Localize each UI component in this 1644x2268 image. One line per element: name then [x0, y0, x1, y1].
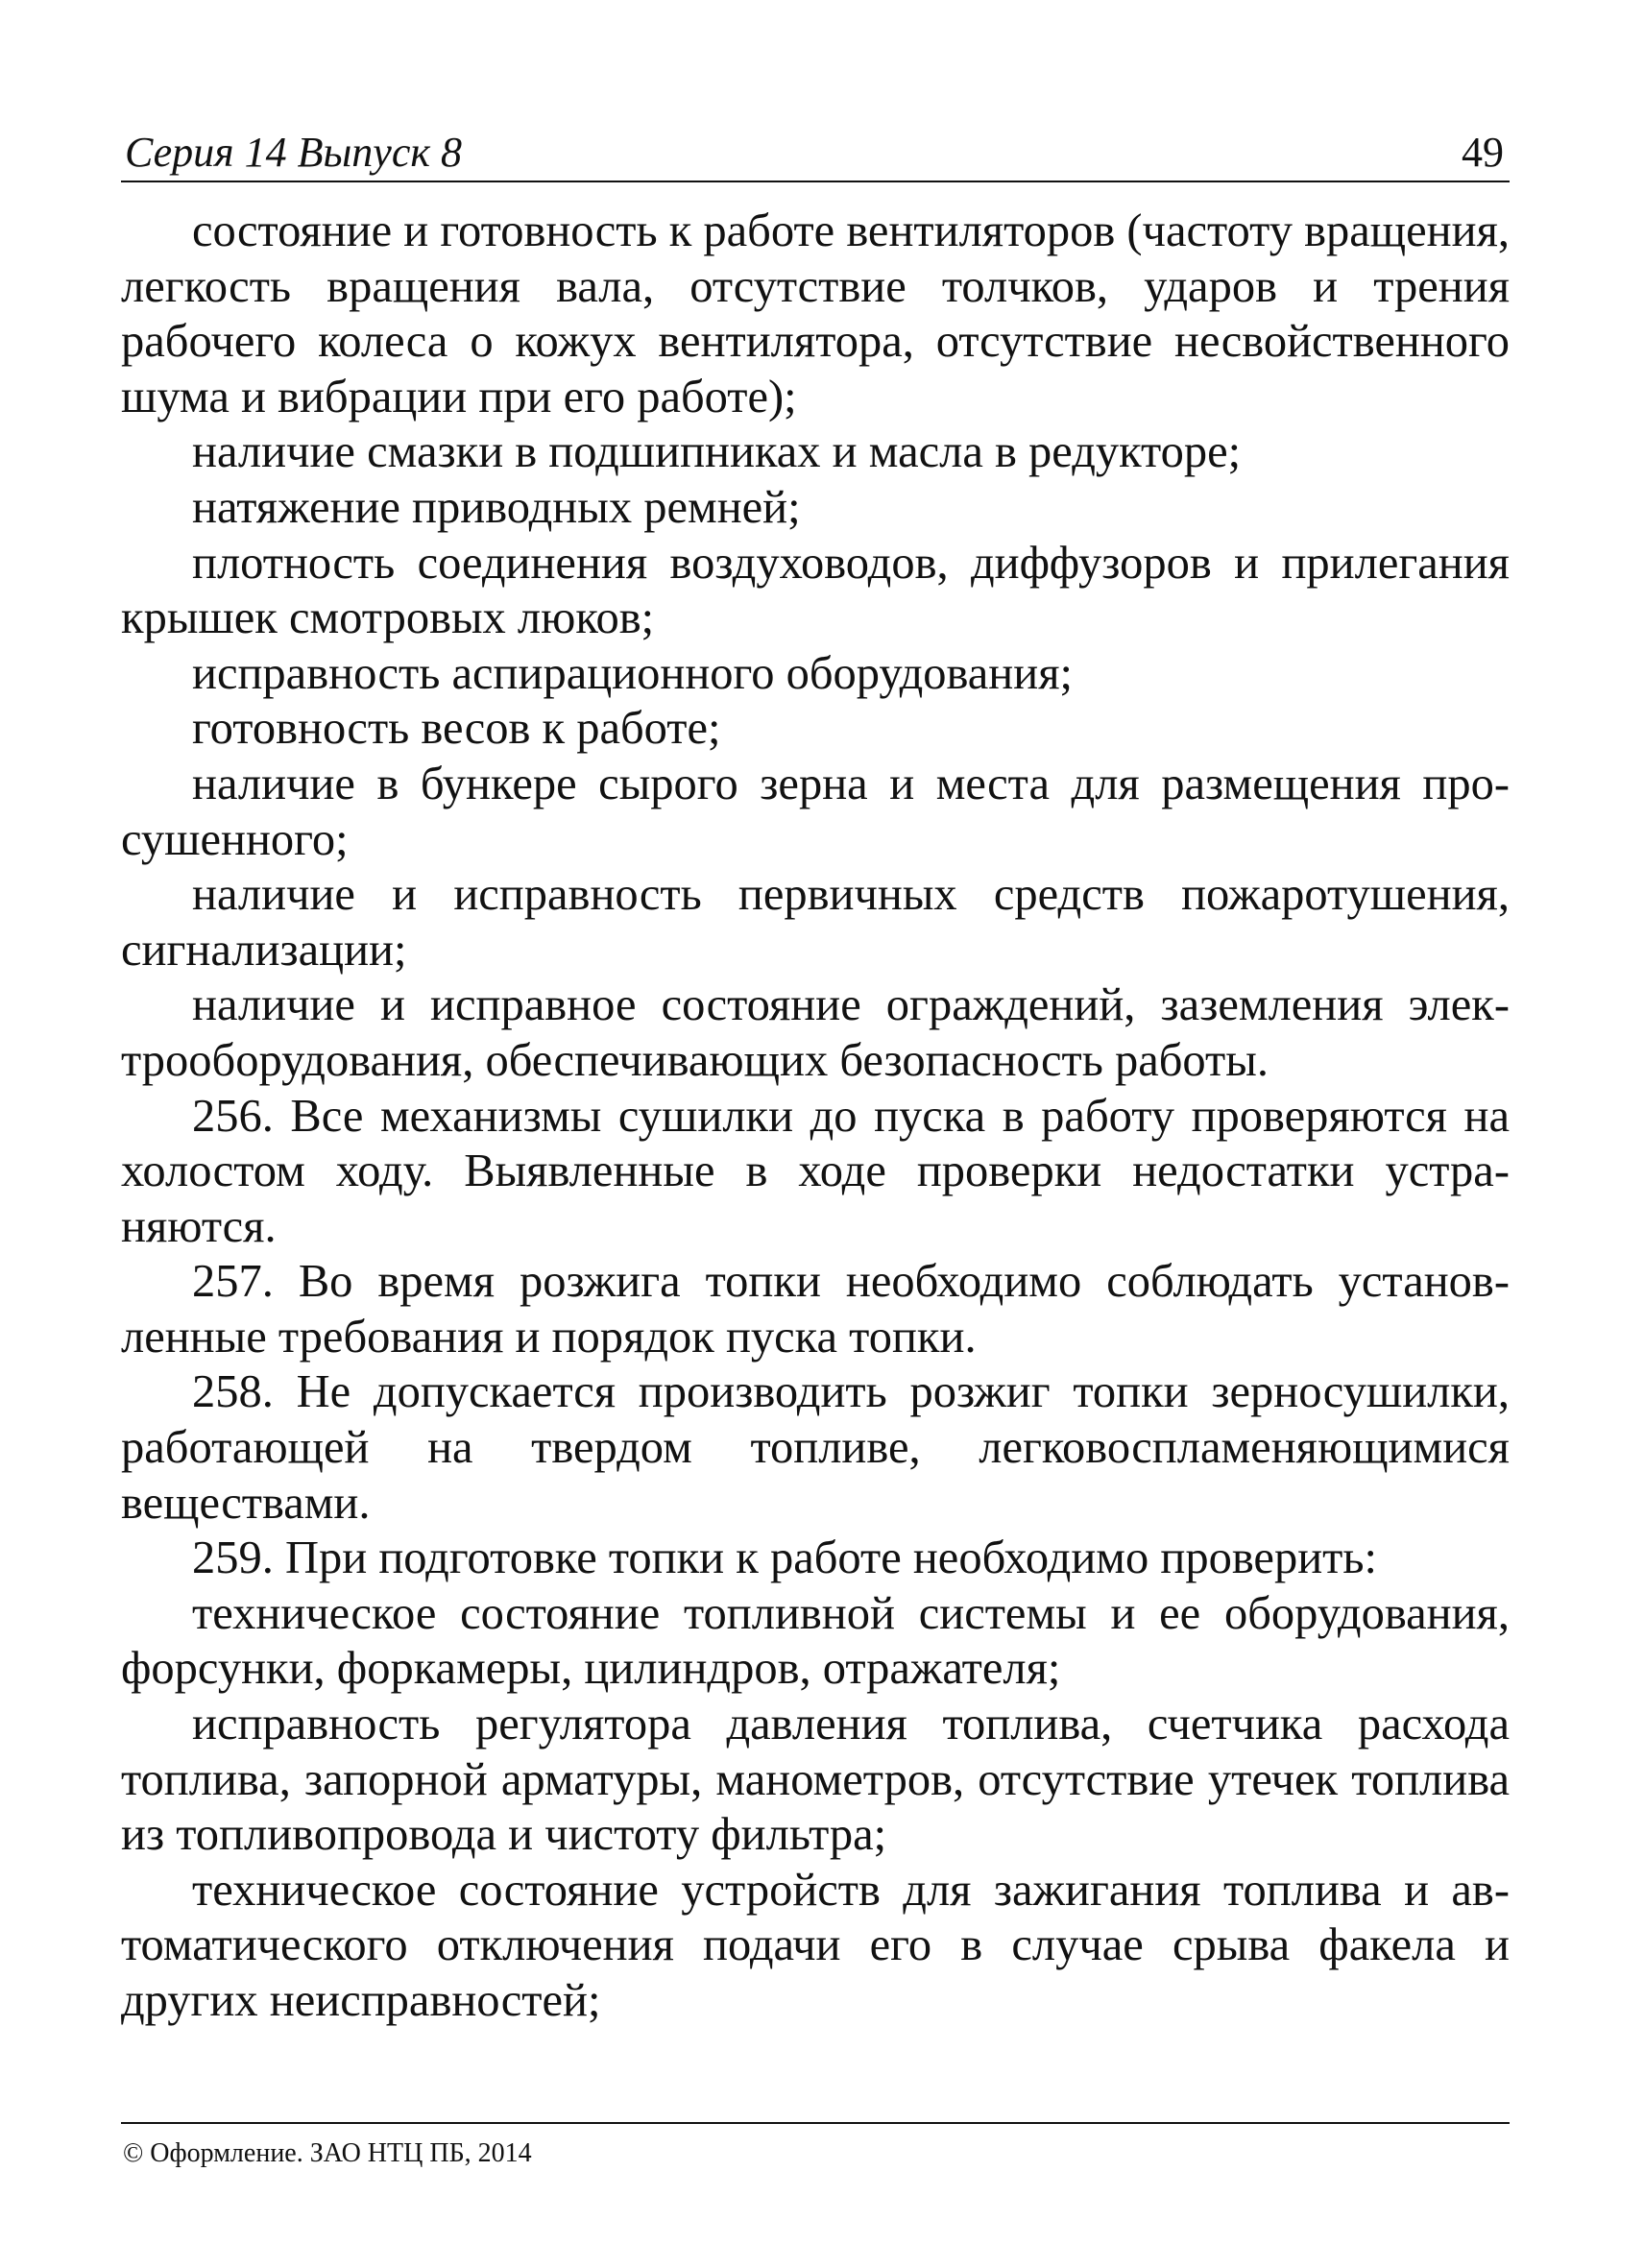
paragraph: наличие и исправное состояние ограждений, заземления электрооборудования, обеспечивающих безопасность работы. — [121, 979, 1510, 1086]
paragraph-258: 258. Не допускается производить розжиг топки зерносушилки, работающей на твердом топливе, легковоспламеняющимися веществами. — [121, 1366, 1510, 1529]
paragraph: исправность регулятора давления топлива, счетчика расхода топлива, запорной арматуры, манометров, отсутствие утечек топлива из топливопровода и чистоту фильтра; — [121, 1699, 1510, 1861]
paragraph: наличие в бункере сырого зерна и места для размещения просушенного; — [121, 758, 1510, 865]
body-text — [121, 204, 1510, 2029]
paragraph-256: 256. Все механизмы сушилки до пуска в работу проверяются на холостом ходу. Выявленные в ходе проверки недостатки устраняются. — [121, 1090, 1510, 1252]
footer-divider — [121, 2122, 1510, 2124]
paragraph: наличие и исправность первичных средств пожаротушения, сигнализации; — [121, 869, 1510, 976]
paragraph: исправность аспирационного оборудования; — [192, 647, 1074, 699]
document-page — [121, 0, 1510, 2268]
paragraph: готовность весов к работе; — [192, 703, 721, 755]
paragraph: натяжение приводных ремней; — [192, 481, 801, 533]
running-header — [121, 121, 1510, 182]
paragraph: техническое состояние топливной системы и ее оборудования, форсунки, форкамеры, цилиндров, отражателя; — [121, 1587, 1510, 1695]
paragraph: состояние и готовность к работе вентиляторов (частоту вращения, легкость вращения вала, отсутствие толчков, ударов и трения рабочего колеса о кожух вентилятора, отсутствие несвойственного шума и вибрации при его работе); — [121, 205, 1510, 422]
paragraph-259: 259. При подготовке топки к работе необходимо проверить: — [192, 1532, 1377, 1584]
page-number: 49 — [1462, 129, 1504, 176]
copyright-notice: © Оформление. ЗАО НТЦ ПБ, 2014 — [123, 2138, 532, 2168]
series-title: Серия 14 Выпуск 8 — [125, 129, 462, 176]
paragraph: техническое состояние устройств для зажигания топлива и автоматического отключения подачи его в случае срыва факела и других неисправностей; — [121, 1864, 1510, 2026]
paragraph: плотность соединения воздуховодов, диффузоров и прилегания крышек смотровых люков; — [121, 537, 1510, 644]
paragraph-257: 257. Во время розжига топки необходимо соблюдать установленные требования и порядок пуска топки. — [121, 1256, 1510, 1363]
paragraph: наличие смазки в подшипниках и масла в редукторе; — [192, 426, 1242, 478]
